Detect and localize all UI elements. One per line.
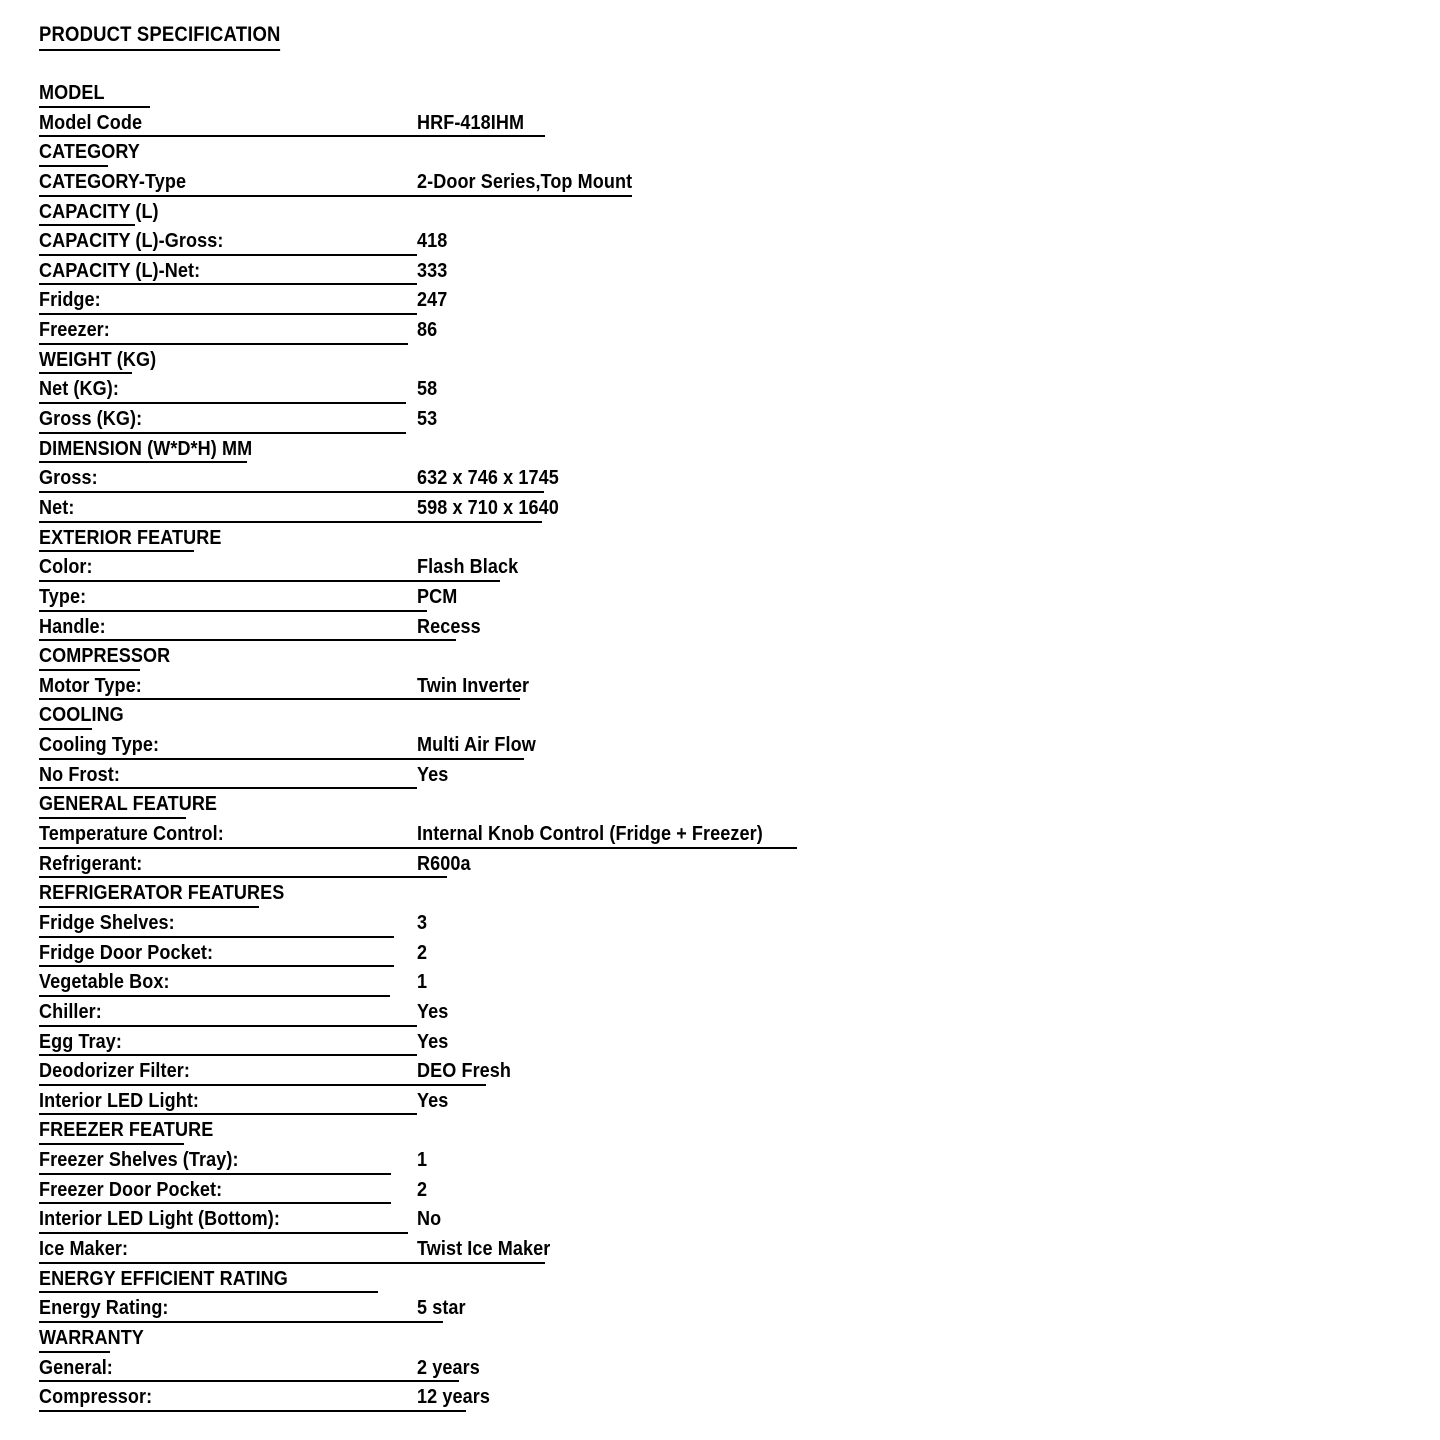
spec-value: 2 <box>417 940 428 964</box>
section-header-label: EXTERIOR FEATURE <box>39 525 222 549</box>
section-header-row <box>0 1266 1440 1296</box>
row-underline <box>39 610 427 612</box>
spec-row <box>0 317 1440 347</box>
spec-row <box>0 1147 1440 1177</box>
spec-row <box>0 228 1440 258</box>
spec-row <box>0 851 1440 881</box>
spec-row <box>0 821 1440 851</box>
spec-label: Fridge: <box>39 288 101 312</box>
spec-label: Fridge Door Pocket: <box>39 940 214 964</box>
spec-row <box>0 465 1440 495</box>
spec-label: General: <box>39 1355 113 1379</box>
spec-row <box>0 1355 1440 1385</box>
row-underline <box>39 283 417 285</box>
spec-row <box>0 673 1440 703</box>
spec-label: Chiller: <box>39 999 102 1023</box>
spec-value: No <box>417 1207 442 1231</box>
section-header-label: CAPACITY (L) <box>39 199 159 223</box>
row-underline <box>39 965 394 967</box>
spec-row <box>0 940 1440 970</box>
spec-value: 2 years <box>417 1355 480 1379</box>
spec-value: Yes <box>417 1029 449 1053</box>
row-underline <box>39 580 500 582</box>
row-underline <box>39 1262 545 1264</box>
section-header-row <box>0 702 1440 732</box>
row-underline <box>39 1054 417 1056</box>
section-header-label: MODEL <box>39 81 105 104</box>
row-underline <box>39 1232 408 1234</box>
section-header-label: ENERGY EFFICIENT RATING <box>39 1266 288 1290</box>
row-underline <box>39 491 544 493</box>
row-underline <box>39 195 632 197</box>
spec-value: Twin Inverter <box>417 673 530 697</box>
row-underline <box>39 1143 184 1145</box>
row-underline <box>39 728 92 730</box>
spec-row <box>0 495 1440 525</box>
section-header-row <box>0 436 1440 466</box>
row-underline <box>39 254 417 256</box>
spec-value: Yes <box>417 999 449 1023</box>
spec-label: CAPACITY (L)-Net: <box>39 258 201 282</box>
spec-row <box>0 762 1440 792</box>
section-header-label: GENERAL FEATURE <box>39 792 218 816</box>
spec-row <box>0 554 1440 584</box>
spec-value: Multi Air Flow <box>417 733 536 757</box>
page-title-text: PRODUCT SPECIFICATION <box>39 22 281 51</box>
spec-label: Gross: <box>39 466 98 490</box>
row-underline <box>39 669 140 671</box>
section-header-label: FREEZER FEATURE <box>39 1118 214 1142</box>
spec-row <box>0 1058 1440 1088</box>
section-header-row <box>0 80 1440 110</box>
row-underline <box>39 1321 443 1323</box>
spec-row <box>0 910 1440 940</box>
row-underline <box>39 698 520 700</box>
spec-label: Model Code <box>39 110 143 134</box>
section-header-row <box>0 643 1440 673</box>
row-underline <box>39 402 406 404</box>
spec-row <box>0 1384 1440 1414</box>
row-underline <box>39 135 545 137</box>
row-underline <box>39 1410 466 1412</box>
row-underline <box>39 372 132 374</box>
spec-value: 1 <box>417 970 428 994</box>
spec-value: R600a <box>417 851 471 875</box>
spec-row <box>0 732 1440 762</box>
row-underline <box>39 787 417 789</box>
row-underline <box>39 1351 110 1353</box>
section-header-row <box>0 525 1440 555</box>
spec-value: Yes <box>417 1088 449 1112</box>
row-underline <box>39 313 417 315</box>
spec-value: 3 <box>417 910 428 934</box>
row-underline <box>39 1084 486 1086</box>
spec-label: Freezer Shelves (Tray): <box>39 1148 239 1172</box>
spec-row <box>0 406 1440 436</box>
section-header-label: WARRANTY <box>39 1325 144 1349</box>
section-header-row <box>0 139 1440 169</box>
spec-value: Recess <box>417 614 481 638</box>
spec-row <box>0 1295 1440 1325</box>
row-underline <box>39 1202 391 1204</box>
spec-row <box>0 584 1440 614</box>
row-underline <box>39 936 394 938</box>
row-underline <box>39 758 524 760</box>
page-title <box>39 22 281 51</box>
spec-label: Vegetable Box: <box>39 970 170 994</box>
spec-row <box>0 1206 1440 1236</box>
spec-label: Color: <box>39 555 93 579</box>
spec-row <box>0 1029 1440 1059</box>
spec-value: 58 <box>417 377 438 401</box>
spec-value: 247 <box>417 288 448 312</box>
row-underline <box>39 343 408 345</box>
spec-label: Ice Maker: <box>39 1236 129 1260</box>
spec-label: Fridge Shelves: <box>39 910 175 934</box>
section-header-row <box>0 880 1440 910</box>
spec-value: DEO Fresh <box>417 1059 512 1083</box>
row-underline <box>39 995 390 997</box>
spec-row <box>0 999 1440 1029</box>
spec-label: Net (KG): <box>39 377 119 401</box>
row-underline <box>39 550 194 552</box>
spec-value: 12 years <box>417 1385 490 1409</box>
spec-row <box>0 376 1440 406</box>
spec-value: 2-Door Series,Top Mount <box>417 169 633 193</box>
spec-value: 333 <box>417 258 448 282</box>
section-header-row <box>0 1325 1440 1355</box>
row-underline <box>39 847 797 849</box>
spec-row <box>0 969 1440 999</box>
specification-table <box>0 80 1440 1414</box>
row-underline <box>39 639 456 641</box>
spec-row <box>0 110 1440 140</box>
spec-label: Refrigerant: <box>39 851 143 875</box>
spec-value: 86 <box>417 318 438 342</box>
spec-value: 1 <box>417 1148 428 1172</box>
spec-label: Energy Rating: <box>39 1296 169 1320</box>
section-header-row <box>0 1117 1440 1147</box>
spec-row <box>0 1177 1440 1207</box>
spec-label: Cooling Type: <box>39 733 160 757</box>
spec-value: PCM <box>417 584 458 608</box>
spec-label: Net: <box>39 495 75 519</box>
spec-label: Interior LED Light: <box>39 1088 200 1112</box>
section-header-label: COOLING <box>39 703 124 727</box>
spec-label: Egg Tray: <box>39 1029 122 1053</box>
spec-value: 2 <box>417 1177 428 1201</box>
row-underline <box>39 1025 417 1027</box>
row-underline <box>39 1113 417 1115</box>
spec-label: Type: <box>39 584 87 608</box>
spec-value: 632 x 746 x 1745 <box>417 466 559 490</box>
spec-label: Motor Type: <box>39 673 142 697</box>
spec-label: Compressor: <box>39 1385 153 1409</box>
spec-label: Freezer Door Pocket: <box>39 1177 223 1201</box>
spec-label: Gross (KG): <box>39 407 143 431</box>
spec-value: Twist Ice Maker <box>417 1236 551 1260</box>
spec-label: Temperature Control: <box>39 822 224 846</box>
spec-row <box>0 258 1440 288</box>
row-underline <box>39 224 135 226</box>
spec-value: 5 star <box>417 1296 466 1320</box>
section-header-row <box>0 791 1440 821</box>
spec-row <box>0 287 1440 317</box>
section-header-label: DIMENSION (W*D*H) MM <box>39 436 253 460</box>
row-underline <box>39 521 542 523</box>
spec-row <box>0 614 1440 644</box>
spec-value: 598 x 710 x 1640 <box>417 495 559 519</box>
spec-label: CATEGORY-Type <box>39 169 187 193</box>
spec-value: 53 <box>417 407 438 431</box>
row-underline <box>39 1173 391 1175</box>
spec-row <box>0 1088 1440 1118</box>
spec-value: Flash Black <box>417 555 519 579</box>
row-underline <box>39 906 259 908</box>
row-underline <box>39 1380 459 1382</box>
section-header-row <box>0 199 1440 229</box>
row-underline <box>39 432 406 434</box>
row-underline <box>39 876 447 878</box>
spec-row <box>0 1236 1440 1266</box>
spec-value: 418 <box>417 229 448 253</box>
spec-value: Internal Knob Control (Fridge + Freezer) <box>417 822 763 846</box>
spec-value: HRF-418IHM <box>417 110 525 134</box>
row-underline <box>39 461 247 463</box>
row-underline <box>39 165 108 167</box>
row-underline <box>39 1291 378 1293</box>
section-header-row <box>0 347 1440 377</box>
spec-value: Yes <box>417 762 449 786</box>
row-underline <box>39 817 186 819</box>
section-header-label: CATEGORY <box>39 140 140 164</box>
spec-label: Interior LED Light (Bottom): <box>39 1207 280 1231</box>
row-underline <box>39 106 150 108</box>
spec-label: No Frost: <box>39 762 120 786</box>
spec-label: Freezer: <box>39 318 110 342</box>
spec-label: Deodorizer Filter: <box>39 1059 190 1083</box>
spec-label: Handle: <box>39 614 106 638</box>
spec-label: CAPACITY (L)-Gross: <box>39 229 224 253</box>
section-header-label: REFRIGERATOR FEATURES <box>39 881 285 905</box>
section-header-label: COMPRESSOR <box>39 644 171 668</box>
section-header-label: WEIGHT (KG) <box>39 347 157 371</box>
spec-row <box>0 169 1440 199</box>
